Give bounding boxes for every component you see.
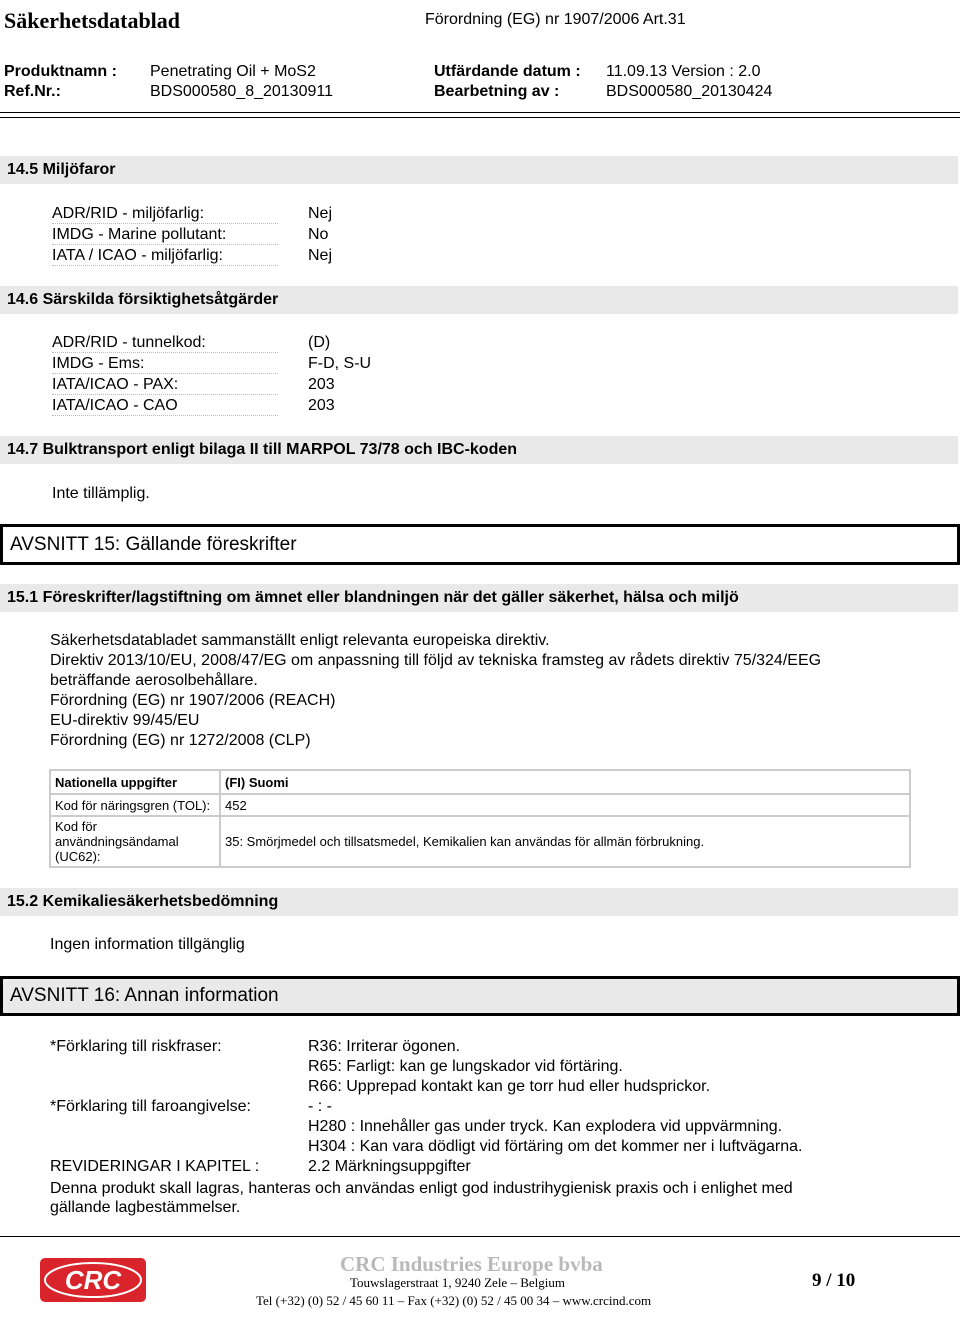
hazard-statement: H304 : Kan vara dödligt vid förtäring om det kommer ner i luftvägarna. xyxy=(308,1138,803,1155)
footer-address: Touwslagerstraat 1, 9240 Zele – Belgium xyxy=(350,1275,565,1290)
product-value: Penetrating Oil + MoS2 xyxy=(150,63,316,80)
regulation-line: Förordning (EG) nr 1907/2006 (REACH) xyxy=(50,692,336,709)
issue-date-value: 11.09.13 Version : 2.0 xyxy=(606,63,761,80)
table-header-cell: Nationella uppgifter xyxy=(50,770,220,794)
hazard-statement: H280 : Innehåller gas under tryck. Kan explodera vid uppvärmning. xyxy=(308,1118,783,1135)
table-cell: 35: Smörjmedel och tillsatsmedel, Kemikalien kan användas för allmän förbrukning. xyxy=(220,816,910,867)
kv-value: F-D, S-U xyxy=(308,355,372,372)
issue-date-label: Utfärdande datum : xyxy=(434,63,581,80)
crc-logo xyxy=(40,1258,146,1302)
kv-value: No xyxy=(308,226,329,243)
risk-phrases-label: *Förklaring till riskfraser: xyxy=(50,1038,222,1055)
edit-label: Bearbetning av : xyxy=(434,83,560,100)
kv-label: IATA/ICAO - CAO xyxy=(52,397,278,416)
section-15-1-heading: 15.1 Föreskrifter/lagstiftning om ämnet eller blandningen när det gäller säkerhet, hälsa och miljö xyxy=(0,584,958,612)
regulation-line: Förordning (EG) nr 1272/2008 (CLP) xyxy=(50,732,311,749)
kv-label: IATA/ICAO - PAX: xyxy=(52,376,278,395)
regulation-line: Säkerhetsdatabladet sammanställt enligt relevanta europeiska direktiv. xyxy=(50,632,550,649)
section-16-title: AVSNITT 16: Annan information xyxy=(0,976,960,1016)
footer-company: CRC Industries Europe bvba xyxy=(340,1252,603,1276)
revisions-value: 2.2 Märkningsuppgifter xyxy=(308,1158,471,1175)
footer-contact: Tel (+32) (0) 52 / 45 60 11 – Fax (+32) (0) 52 / 45 00 34 – www.crcind.com xyxy=(256,1293,652,1308)
ref-value: BDS000580_8_20130911 xyxy=(150,83,333,100)
product-label: Produktnamn : xyxy=(4,63,117,80)
footer-rule xyxy=(0,1236,960,1237)
table-row xyxy=(50,794,910,816)
kv-value: (D) xyxy=(308,334,331,351)
kv-value: 203 xyxy=(308,376,335,393)
table-row xyxy=(50,770,910,794)
section-14-6-heading: 14.6 Särskilda försiktighetsåtgärder xyxy=(0,286,958,314)
table-row xyxy=(50,816,910,867)
kv-label: IMDG - Ems: xyxy=(52,355,278,374)
regulation-line: EU-direktiv 99/45/EU xyxy=(50,712,200,729)
national-data-table xyxy=(49,769,911,868)
kv-label: IATA / ICAO - miljöfarlig: xyxy=(52,247,278,266)
regulation-line: beträffande aerosolbehållare. xyxy=(50,672,258,689)
kv-value: Nej xyxy=(308,205,333,222)
section-14-5-heading: 14.5 Miljöfaror xyxy=(0,156,958,184)
table-cell: Kod för näringsgren (TOL): xyxy=(50,794,220,816)
hazard-statement: - : - xyxy=(308,1098,332,1115)
table-header-cell: (FI) Suomi xyxy=(220,770,910,794)
section-14-7-heading: 14.7 Bulktransport enligt bilaga II till MARPOL 73/78 och IBC-koden xyxy=(0,436,958,464)
table-cell: 452 xyxy=(220,794,910,816)
closing-text: gällande lagbestämmelser. xyxy=(50,1199,241,1216)
risk-phrase: R65: Farligt: kan ge lungskador vid förtäring. xyxy=(308,1058,623,1075)
revisions-label: REVIDERINGAR I KAPITEL : xyxy=(50,1158,260,1175)
kv-label: ADR/RID - tunnelkod: xyxy=(52,334,278,353)
table-cell-line: (UC62): xyxy=(55,849,101,864)
logo-text: CRC xyxy=(64,1265,122,1295)
risk-phrase: R66: Upprepad kontakt kan ge torr hud eller hudsprickor. xyxy=(308,1078,711,1095)
section-15-2-text: Ingen information tillgänglig xyxy=(50,936,245,953)
table-cell-line: användningsändamal xyxy=(55,834,179,849)
section-14-7-text: Inte tillämplig. xyxy=(52,485,150,502)
header-rule-top xyxy=(0,112,960,113)
page-number: 9 / 10 xyxy=(812,1270,856,1291)
kv-label: IMDG - Marine pollutant: xyxy=(52,226,278,245)
risk-phrase: R36: Irriterar ögonen. xyxy=(308,1038,461,1055)
header-rule-bottom xyxy=(0,117,960,118)
regulation-reference: Förordning (EG) nr 1907/2006 Art.31 xyxy=(425,11,686,28)
section-15-2-heading: 15.2 Kemikaliesäkerhetsbedömning xyxy=(0,888,958,916)
document-title: Säkerhetsdatablad xyxy=(4,8,181,33)
section-15-title: AVSNITT 15: Gällande föreskrifter xyxy=(0,524,960,565)
kv-value: Nej xyxy=(308,247,333,264)
hazard-statements-label: *Förklaring till faroangivelse: xyxy=(50,1098,251,1115)
kv-value: 203 xyxy=(308,397,335,414)
table-cell-line: Kod för xyxy=(55,819,97,834)
closing-text: Denna produkt skall lagras, hanteras och användas enligt god industrihygienisk praxis och i enlighet med xyxy=(50,1180,793,1197)
edit-value: BDS000580_20130424 xyxy=(606,83,773,100)
regulation-line: Direktiv 2013/10/EU, 2008/47/EG om anpassning till följd av tekniska framsteg av rådets direktiv 75/324/EEG xyxy=(50,652,822,669)
kv-label: ADR/RID - miljöfarlig: xyxy=(52,205,278,224)
table-cell xyxy=(50,816,220,867)
ref-label: Ref.Nr.: xyxy=(4,83,61,100)
